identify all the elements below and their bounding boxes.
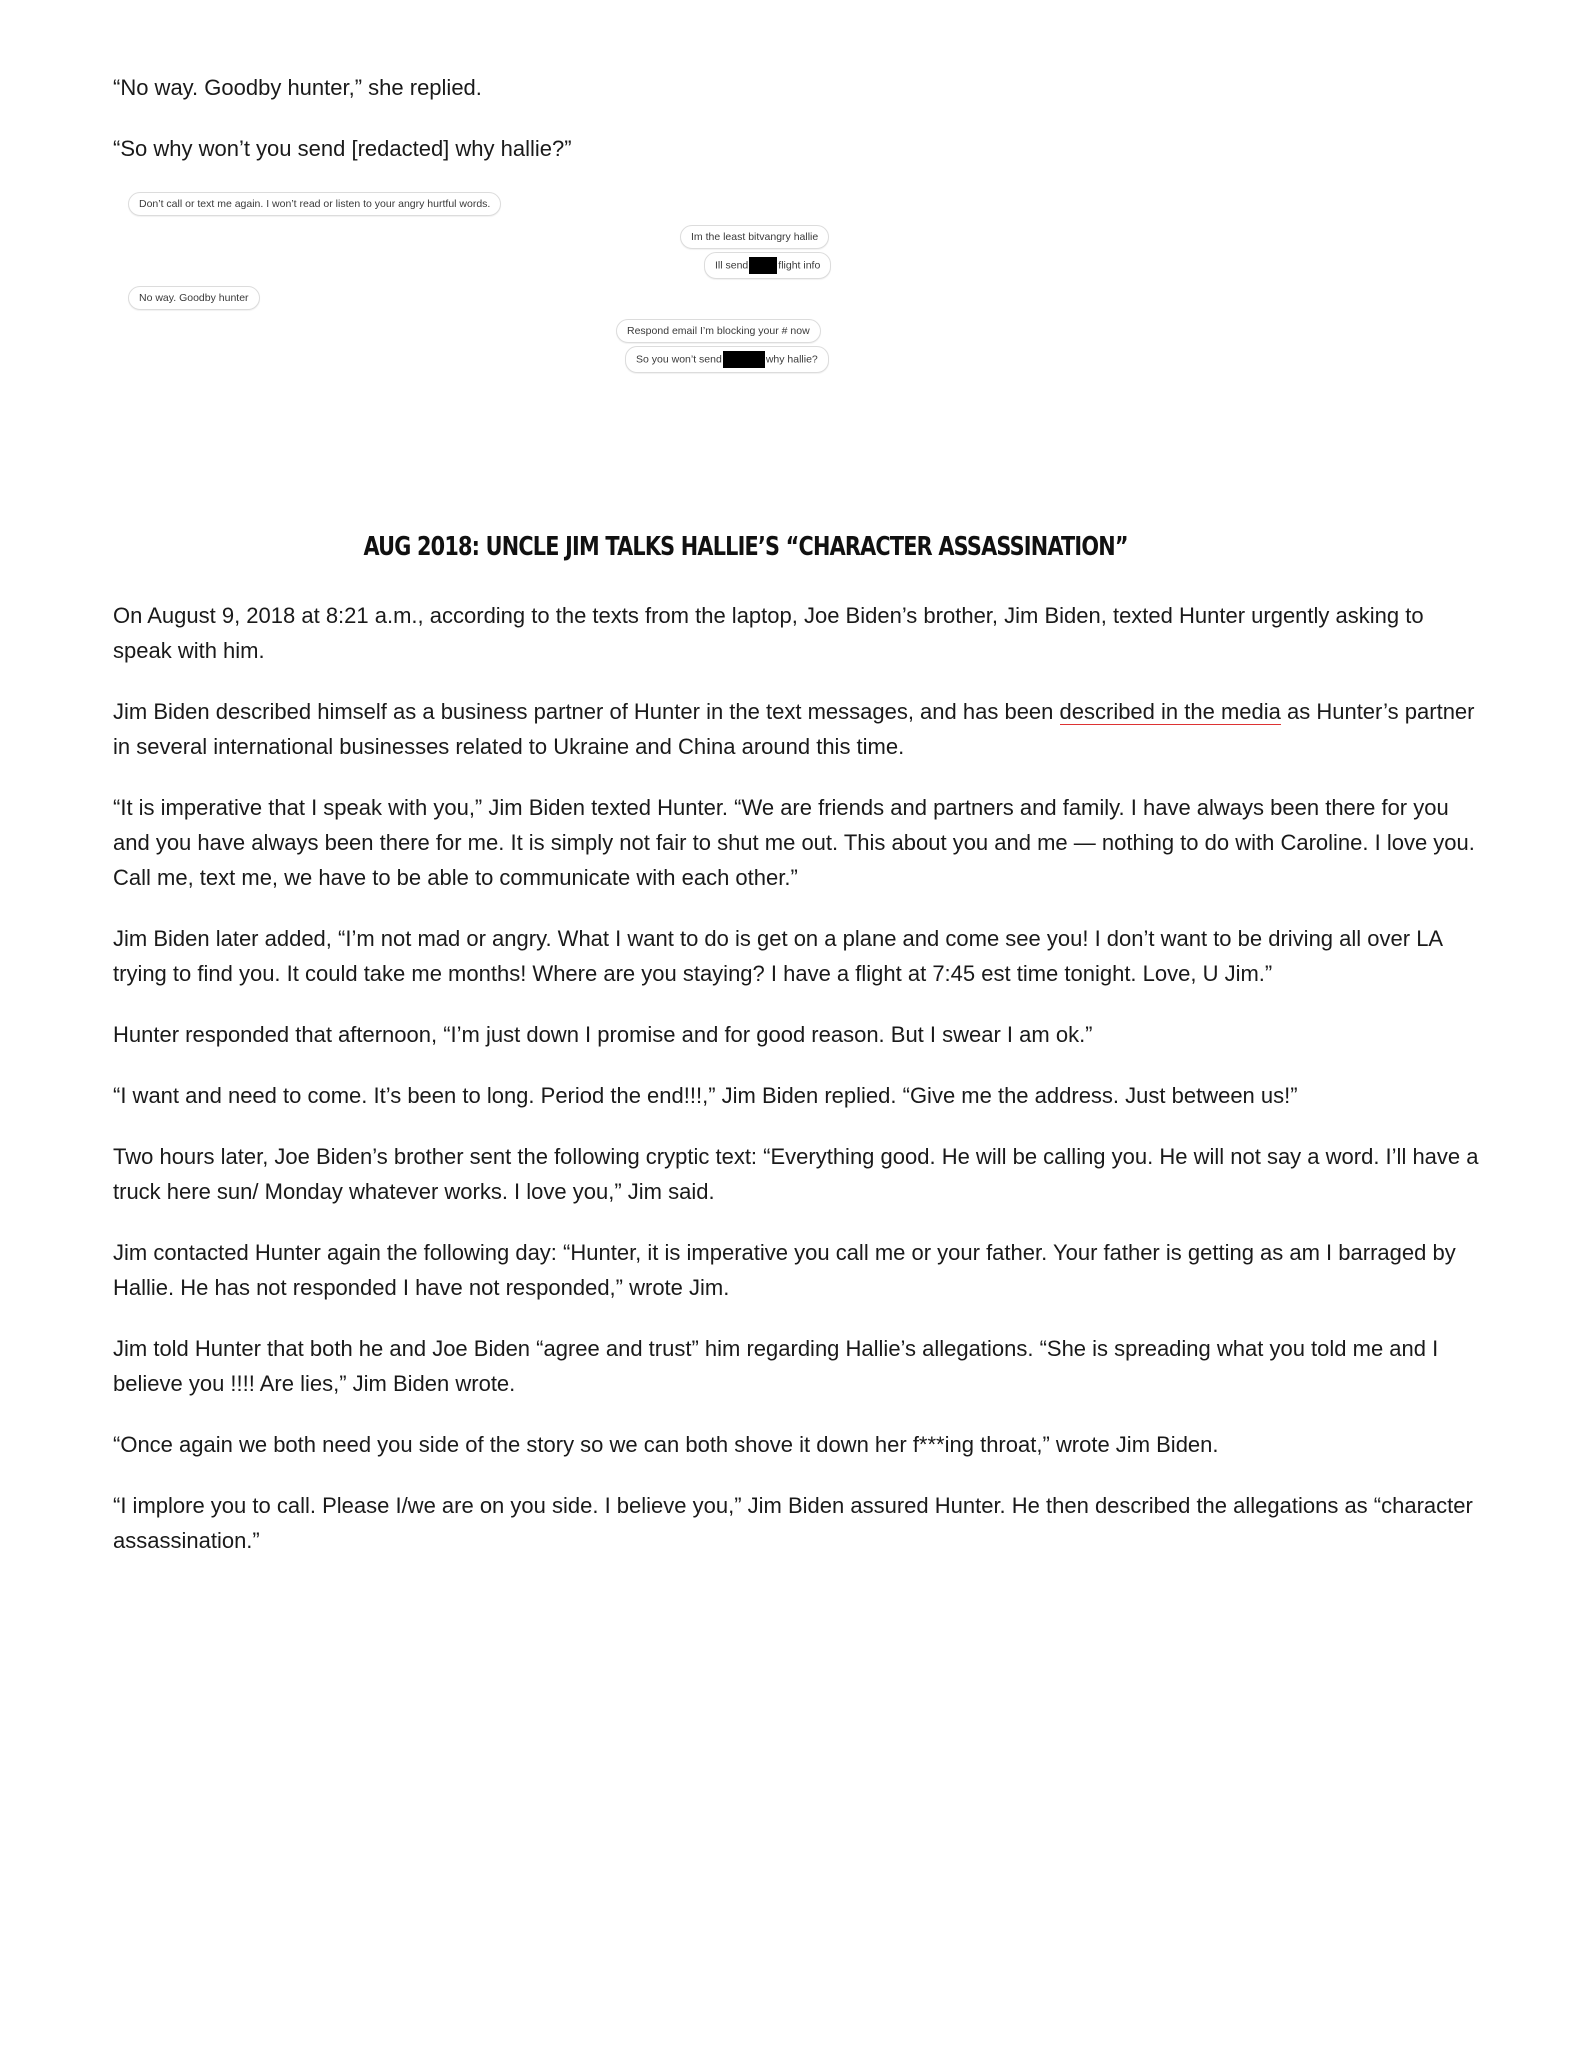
message-bubble-sent [616, 319, 821, 343]
message-bubble-sent [625, 346, 829, 373]
paragraph-quote-question: “So why won’t you send [redacted] why hallie?” [113, 136, 572, 161]
message-text: Don’t call or text me again. I won’t read or listen to your angry hurtful words. [139, 198, 491, 210]
section-heading-text: AUG 2018: UNCLE JIM TALKS HALLIE’S “CHARACTER ASSASSINATION” [363, 532, 1128, 562]
article-body [113, 70, 1483, 1584]
paragraph: On August 9, 2018 at 8:21 a.m., according to the texts from the laptop, Joe Biden’s brother, Jim Biden, texted Hunter urgently asking to speak with him. [113, 603, 1424, 663]
paragraph: “Once again we both need you side of the story so we can both shove it down her f***ing throat,” wrote Jim Biden. [113, 1432, 1219, 1457]
message-bubble-sent [680, 225, 829, 249]
text-message-screenshot [113, 192, 1483, 442]
message-text: Im the least bitvangry hallie [691, 231, 819, 243]
paragraph: Two hours later, Joe Biden’s brother sent the following cryptic text: “Everything good. He will be calling you. He will not say a word. I’ll have a truck here sun/ Monday whatever works. I love you,” Jim said. [113, 1144, 1479, 1204]
message-text: Respond email I’m blocking your # now [627, 325, 810, 337]
paragraph-with-link [113, 694, 1483, 764]
paragraph: Jim contacted Hunter again the following day: “Hunter, it is imperative you call me or your father. Your father is getting as am I barraged by Hallie. He has not responded I have not responded,” wrote Jim. [113, 1240, 1456, 1300]
message-text: So you won’t send [636, 353, 722, 366]
message-bubble-sent [704, 252, 831, 279]
paragraph-text: as Hunter’s partner in several international businesses related to Ukraine and China around this time. [113, 699, 1475, 759]
message-bubble-received [128, 286, 260, 310]
paragraph: Jim Biden later added, “I’m not mad or angry. What I want to do is get on a plane and come see you! I don’t want to be driving all over LA trying to find you. It could take me months! Where are you staying? I have a flight at 7:45 est time tonight. Love, U Jim.” [113, 926, 1442, 986]
section-heading [113, 532, 1483, 562]
paragraph: “I implore you to call. Please I/we are on you side. I believe you,” Jim Biden assured Hunter. He then described the allegations as “character assassination.” [113, 1493, 1473, 1553]
paragraph: “I want and need to come. It’s been to long. Period the end!!!,” Jim Biden replied. “Give me the address. Just between us!” [113, 1083, 1298, 1108]
redaction-box [749, 257, 777, 274]
media-link[interactable]: described in the media [1059, 699, 1281, 724]
paragraph-quote-reply: “No way. Goodby hunter,” she replied. [113, 75, 482, 100]
message-text: flight info [778, 259, 821, 272]
paragraph: “It is imperative that I speak with you,” Jim Biden texted Hunter. “We are friends and partners and family. I have always been there for you and you have always been there for me. It is simply not fair to shut me out. This about you and me — nothing to do with Caroline. I love you. Call me, text me, we have to be able to communicate with each other.” [113, 795, 1475, 890]
message-text: Ill send [715, 259, 749, 272]
message-text: No way. Goodby hunter [139, 292, 249, 304]
paragraph: Hunter responded that afternoon, “I’m just down I promise and for good reason. But I swear I am ok.” [113, 1022, 1093, 1047]
redaction-box [723, 351, 765, 368]
message-bubble-received [128, 192, 501, 216]
paragraph: Jim told Hunter that both he and Joe Biden “agree and trust” him regarding Hallie’s allegations. “She is spreading what you told me and I believe you !!!! Are lies,” Jim Biden wrote. [113, 1336, 1439, 1396]
message-text: why hallie? [765, 353, 818, 366]
paragraph-text: Jim Biden described himself as a business partner of Hunter in the text messages, and has been [113, 699, 1060, 724]
